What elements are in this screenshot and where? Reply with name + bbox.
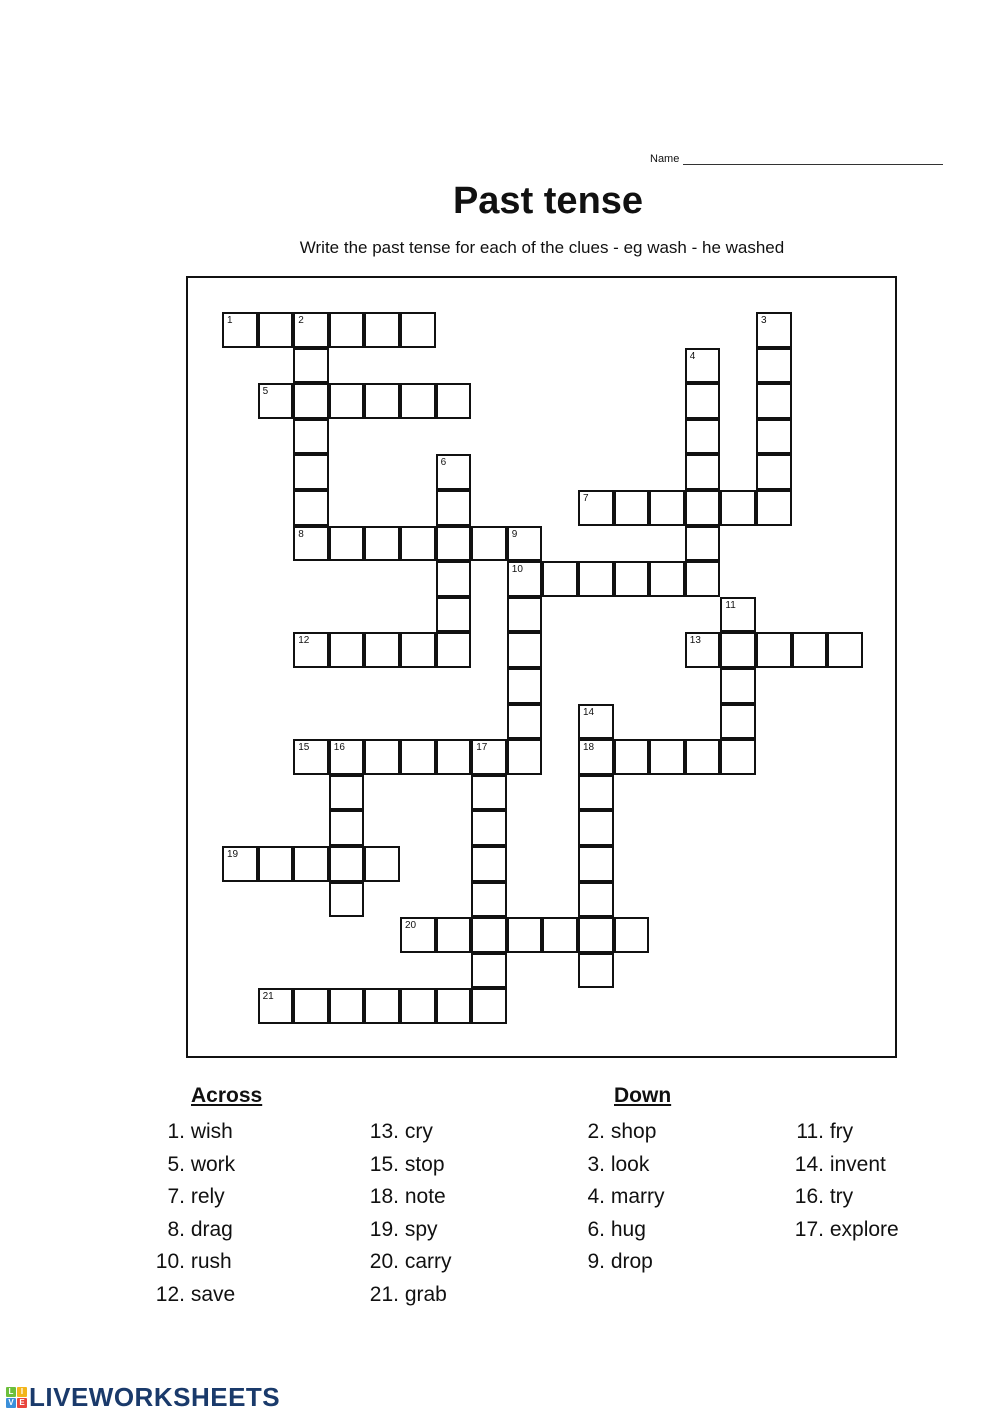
- clue-number: 19: [227, 849, 239, 860]
- crossword-cell[interactable]: [400, 917, 436, 953]
- crossword-cell[interactable]: [436, 454, 472, 490]
- clue-across: [364, 1250, 452, 1274]
- crossword-cell[interactable]: [293, 348, 329, 384]
- clue-down: [585, 1250, 653, 1274]
- crossword-cell[interactable]: [364, 846, 400, 882]
- clue-number: 15.: [369, 1152, 399, 1176]
- crossword-cell[interactable]: [614, 490, 650, 526]
- crossword-cell[interactable]: [400, 988, 436, 1024]
- crossword-cell[interactable]: [329, 383, 365, 419]
- clue-word: rush: [185, 1250, 232, 1274]
- clue-down: [585, 1185, 665, 1209]
- clue-word: drag: [185, 1217, 233, 1241]
- crossword-cell[interactable]: [293, 490, 329, 526]
- clue-word: shop: [605, 1120, 657, 1143]
- crossword-cell[interactable]: [720, 632, 756, 668]
- clue-across: [150, 1283, 235, 1307]
- crossword-cell[interactable]: [364, 383, 400, 419]
- clue-word: invent: [824, 1152, 886, 1176]
- clue-number: 2: [298, 315, 304, 326]
- clue-number: 14: [583, 706, 595, 718]
- clue-number: 9: [511, 528, 518, 540]
- clue-number: 14.: [794, 1152, 824, 1176]
- crossword-cell[interactable]: [614, 561, 650, 597]
- crossword-cell[interactable]: [258, 846, 294, 882]
- clue-number: 2.: [587, 1120, 605, 1143]
- clue-across: [364, 1185, 446, 1209]
- crossword-cell[interactable]: [685, 632, 721, 668]
- clue-word: drop: [605, 1250, 653, 1274]
- clue-word: stop: [399, 1152, 445, 1176]
- clue-across: [364, 1218, 438, 1242]
- crossword-cell[interactable]: [542, 561, 578, 597]
- clue-down: [789, 1153, 886, 1177]
- clue-across: [150, 1185, 225, 1209]
- clue-number: 17: [476, 742, 488, 754]
- logo-tile: I: [17, 1387, 27, 1397]
- crossword-cell[interactable]: [436, 917, 472, 953]
- crossword-cell[interactable]: [649, 490, 685, 526]
- crossword-cell[interactable]: [792, 632, 828, 668]
- crossword-cell[interactable]: [329, 632, 365, 668]
- clue-number: 3.: [587, 1152, 605, 1176]
- clue-word: work: [185, 1152, 236, 1176]
- crossword-cell[interactable]: [436, 632, 472, 668]
- crossword-cell[interactable]: [685, 739, 721, 775]
- crossword-cell[interactable]: [471, 917, 507, 953]
- clue-number: 10.: [155, 1250, 185, 1274]
- clue-number: 21.: [369, 1283, 399, 1306]
- crossword-cell[interactable]: [293, 454, 329, 490]
- crossword-cell[interactable]: [471, 810, 507, 846]
- crossword-cell[interactable]: [649, 739, 685, 775]
- crossword-cell[interactable]: [578, 917, 614, 953]
- clue-word: wish: [185, 1120, 233, 1143]
- clue-number: 5.: [167, 1152, 185, 1176]
- crossword-cell[interactable]: [471, 775, 507, 811]
- crossword-cell[interactable]: [685, 490, 721, 526]
- crossword-cell[interactable]: [400, 312, 436, 348]
- down-heading: Down: [614, 1084, 672, 1107]
- crossword-cell[interactable]: [507, 739, 543, 775]
- name-field[interactable]: [650, 153, 943, 165]
- crossword-cell[interactable]: [329, 739, 365, 775]
- clue-number: 19.: [369, 1217, 399, 1241]
- clue-down: [789, 1120, 853, 1144]
- crossword-cell[interactable]: [756, 348, 792, 384]
- liveworksheets-logo[interactable]: [6, 1382, 280, 1413]
- clue-word: try: [824, 1185, 854, 1209]
- clue-number: 15: [298, 742, 310, 754]
- crossword-cell[interactable]: [578, 953, 614, 989]
- crossword-cell[interactable]: [756, 632, 792, 668]
- clue-down: [585, 1153, 649, 1177]
- crossword-cell[interactable]: [293, 988, 329, 1024]
- crossword-cell[interactable]: [436, 597, 472, 633]
- crossword-cell[interactable]: [293, 526, 329, 562]
- clue-number: 6.: [587, 1217, 605, 1241]
- crossword-cell[interactable]: [578, 775, 614, 811]
- clue-number: 20.: [369, 1250, 399, 1274]
- crossword-cell[interactable]: [685, 526, 721, 562]
- crossword-cell[interactable]: [400, 383, 436, 419]
- clue-number: 20: [405, 920, 417, 932]
- clue-number: 4: [689, 350, 696, 362]
- crossword-cell[interactable]: [329, 312, 365, 348]
- clue-word: cry: [399, 1120, 433, 1143]
- crossword-cell[interactable]: [685, 348, 721, 384]
- clue-number: 16: [333, 742, 345, 754]
- crossword-cell[interactable]: [364, 739, 400, 775]
- crossword-cell[interactable]: [364, 526, 400, 562]
- clue-across: [364, 1120, 433, 1144]
- instructions: Write the past tense for each of the clues - eg wash - he washed: [299, 238, 785, 257]
- logo-tile: V: [6, 1398, 16, 1408]
- clue-number: 8.: [167, 1217, 185, 1241]
- crossword-cell[interactable]: [827, 632, 863, 668]
- crossword-cell[interactable]: [507, 917, 543, 953]
- crossword-cell[interactable]: [685, 454, 721, 490]
- crossword-cell[interactable]: [507, 704, 543, 740]
- crossword-cell[interactable]: [329, 810, 365, 846]
- crossword-cell[interactable]: [685, 419, 721, 455]
- crossword-cell[interactable]: [436, 383, 472, 419]
- crossword-cell[interactable]: [436, 988, 472, 1024]
- clue-number: 10: [511, 564, 523, 576]
- clue-number: 8: [298, 528, 304, 540]
- clue-across: [150, 1218, 233, 1242]
- crossword-cell[interactable]: [578, 810, 614, 846]
- clue-number: 5: [262, 386, 269, 398]
- crossword-cell[interactable]: [400, 526, 436, 562]
- clue-number: 12: [298, 635, 310, 647]
- clue-word: carry: [399, 1250, 452, 1274]
- crossword-cell[interactable]: [507, 597, 543, 633]
- clue-word: look: [605, 1152, 650, 1176]
- crossword-cell[interactable]: [756, 454, 792, 490]
- crossword-cell[interactable]: [364, 988, 400, 1024]
- crossword-cell[interactable]: [471, 988, 507, 1024]
- crossword-cell[interactable]: [756, 490, 792, 526]
- clue-number: 21: [262, 991, 274, 1003]
- clue-number: 18.: [369, 1185, 399, 1209]
- clue-number: 3: [761, 315, 767, 326]
- clue-word: marry: [605, 1185, 665, 1209]
- clue-down: [789, 1185, 853, 1209]
- clue-word: spy: [399, 1217, 438, 1241]
- name-label: Name: [650, 153, 680, 165]
- clue-number: 13: [689, 635, 701, 647]
- crossword-cell[interactable]: [507, 632, 543, 668]
- crossword-cell[interactable]: [293, 632, 329, 668]
- logo-tile: L: [6, 1387, 16, 1397]
- crossword-cell[interactable]: [507, 561, 543, 597]
- crossword-cell[interactable]: [329, 882, 365, 918]
- crossword-cell[interactable]: [578, 882, 614, 918]
- crossword-cell[interactable]: [756, 419, 792, 455]
- across-heading: Across: [191, 1084, 263, 1107]
- crossword-cell[interactable]: [685, 561, 721, 597]
- clue-down: [585, 1218, 646, 1242]
- clue-number: 9.: [587, 1250, 605, 1274]
- clue-number: 6: [440, 457, 447, 469]
- crossword-cell[interactable]: [614, 917, 650, 953]
- crossword-cell[interactable]: [436, 490, 472, 526]
- crossword-cell[interactable]: [258, 988, 294, 1024]
- clue-across: [150, 1250, 232, 1274]
- crossword-cell[interactable]: [507, 526, 543, 562]
- crossword-cell[interactable]: [720, 668, 756, 704]
- crossword-cell[interactable]: [471, 882, 507, 918]
- clue-word: fry: [824, 1120, 854, 1143]
- clue-word: explore: [824, 1217, 899, 1241]
- crossword-cell[interactable]: [293, 312, 329, 348]
- crossword-cell[interactable]: [293, 846, 329, 882]
- crossword-cell[interactable]: [436, 526, 472, 562]
- crossword-cell[interactable]: [471, 953, 507, 989]
- crossword-cell[interactable]: [364, 312, 400, 348]
- page-title: Past tense: [452, 180, 644, 222]
- clue-word: rely: [185, 1185, 225, 1209]
- crossword-cell[interactable]: [293, 383, 329, 419]
- logo-tile: E: [17, 1398, 27, 1408]
- crossword-cell[interactable]: [258, 312, 294, 348]
- crossword-cell[interactable]: [578, 846, 614, 882]
- crossword-cell[interactable]: [720, 597, 756, 633]
- crossword-cell[interactable]: [471, 526, 507, 562]
- clue-down: [789, 1218, 899, 1242]
- crossword-cell[interactable]: [685, 383, 721, 419]
- crossword-cell[interactable]: [542, 917, 578, 953]
- logo-text: LIVEWORKSHEETS: [29, 1382, 281, 1412]
- clue-number: 12.: [155, 1283, 185, 1306]
- crossword-cell[interactable]: [293, 419, 329, 455]
- crossword-cell[interactable]: [400, 739, 436, 775]
- crossword-cell[interactable]: [578, 561, 614, 597]
- crossword-cell[interactable]: [756, 312, 792, 348]
- crossword-cell[interactable]: [329, 846, 365, 882]
- clue-down: [585, 1120, 656, 1144]
- logo-tiles-icon: [6, 1387, 27, 1408]
- crossword-cell[interactable]: [400, 632, 436, 668]
- crossword-cell[interactable]: [507, 668, 543, 704]
- clue-number: 1: [227, 315, 233, 326]
- crossword-cell[interactable]: [720, 739, 756, 775]
- clue-number: 18: [583, 742, 595, 754]
- crossword-cell[interactable]: [649, 561, 685, 597]
- crossword-cell[interactable]: [222, 846, 258, 882]
- clue-word: hug: [605, 1217, 646, 1241]
- clue-number: 16.: [794, 1185, 824, 1209]
- crossword-cell[interactable]: [222, 312, 258, 348]
- clue-word: note: [399, 1185, 446, 1209]
- crossword-cell[interactable]: [720, 704, 756, 740]
- clue-word: save: [185, 1283, 236, 1306]
- crossword-cell[interactable]: [578, 739, 614, 775]
- crossword-cell[interactable]: [471, 846, 507, 882]
- clue-across: [150, 1120, 233, 1144]
- clue-number: 4.: [587, 1185, 605, 1209]
- crossword-cell[interactable]: [436, 561, 472, 597]
- name-input-line[interactable]: [683, 153, 943, 165]
- clue-across: [364, 1283, 447, 1307]
- crossword-cell[interactable]: [436, 739, 472, 775]
- clue-across: [150, 1153, 235, 1177]
- crossword-cell[interactable]: [293, 739, 329, 775]
- crossword-cell[interactable]: [471, 739, 507, 775]
- clue-number: 11: [725, 599, 736, 611]
- crossword-cell[interactable]: [578, 490, 614, 526]
- clue-across: [364, 1153, 445, 1177]
- clue-number: 1.: [167, 1120, 185, 1143]
- crossword-cell[interactable]: [329, 775, 365, 811]
- crossword-cell[interactable]: [756, 383, 792, 419]
- clue-number: 13.: [369, 1120, 399, 1143]
- crossword-cell[interactable]: [364, 632, 400, 668]
- crossword-cell[interactable]: [329, 988, 365, 1024]
- crossword-cell[interactable]: [720, 490, 756, 526]
- clue-number: 7: [583, 493, 589, 504]
- crossword-cell[interactable]: [329, 526, 365, 562]
- clue-number: 11.: [796, 1120, 824, 1143]
- clue-number: 17.: [794, 1217, 824, 1241]
- crossword-cell[interactable]: [614, 739, 650, 775]
- clue-number: 7.: [167, 1185, 185, 1209]
- clue-word: grab: [399, 1283, 447, 1306]
- crossword-cell[interactable]: [258, 383, 294, 419]
- crossword-cell[interactable]: [578, 704, 614, 740]
